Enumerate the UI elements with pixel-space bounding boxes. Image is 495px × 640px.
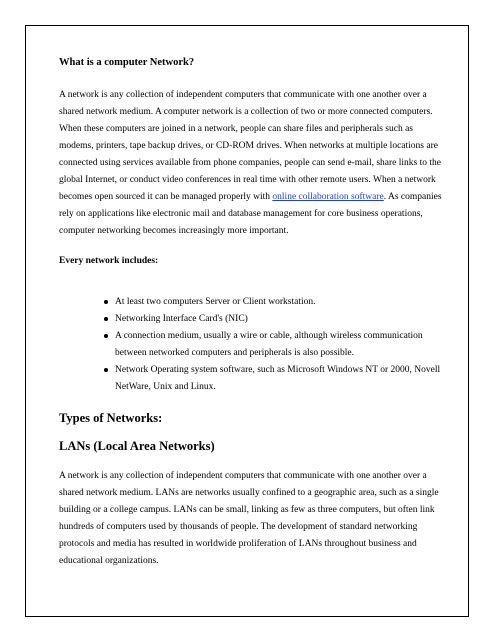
bullet-icon [104, 334, 108, 338]
list-item-text: Networking Interface Card's (NIC) [115, 314, 248, 324]
list-item [59, 294, 447, 311]
document-body [59, 56, 447, 570]
bullet-icon [104, 368, 108, 372]
bullet-icon [104, 300, 108, 304]
intro-paragraph [59, 87, 447, 240]
list-item-text: A connection medium, usually a wire or cable, although wireless communication between networked computers and peripherals is also possible. [115, 331, 423, 358]
lan-heading: LANs (Local Area Networks) [59, 439, 215, 453]
online-collaboration-link[interactable]: online collaboration software [272, 192, 384, 202]
bullet-icon [104, 317, 108, 321]
list-item [59, 362, 447, 396]
list-item-text: Network Operating system software, such as Microsoft Windows NT or 2000, Novell NetWare, Unix and Linux. [115, 365, 441, 392]
section-heading-computer-network: What is a computer Network? [59, 57, 195, 68]
intro-text: A network is any collection of independent computers that communicate with one another over a shared network medium. A computer network is a collection of two or more connected computers. When these computers are joined in a network, people can share files and peripherals such as modems, printers, tape backup drives, or CD-ROM drives. When networks at multiple locations are connected using services available from phone companies, people can send e-mail, share links to the global Internet, or conduct video conferences in real time with other remote users. When a network becomes open sourced it can be managed properly with [59, 90, 441, 202]
list-item [59, 311, 447, 328]
lan-paragraph: A network is any collection of independent computers that communicate with one another over a shared network medium. LANs are networks usually confined to a geographic area, such as a single building or a college campus. LANs can be small, linking as few as three computers, but often link hundreds of computers used by thousands of people. The development of standard networking protocols and media has resulted in worldwide proliferation of LANs throughout business and educational organizations. [59, 471, 439, 566]
intro-text-continued: . As companies rely on applications like electronic mail and database management for core business operations, computer networking becomes increasingly more important. [59, 192, 442, 236]
list-item [59, 328, 447, 362]
includes-heading: Every network includes: [59, 256, 159, 266]
types-heading: Types of Networks: [59, 411, 163, 425]
includes-list [59, 294, 447, 396]
list-item-text: At least two computers Server or Client workstation. [115, 297, 316, 307]
